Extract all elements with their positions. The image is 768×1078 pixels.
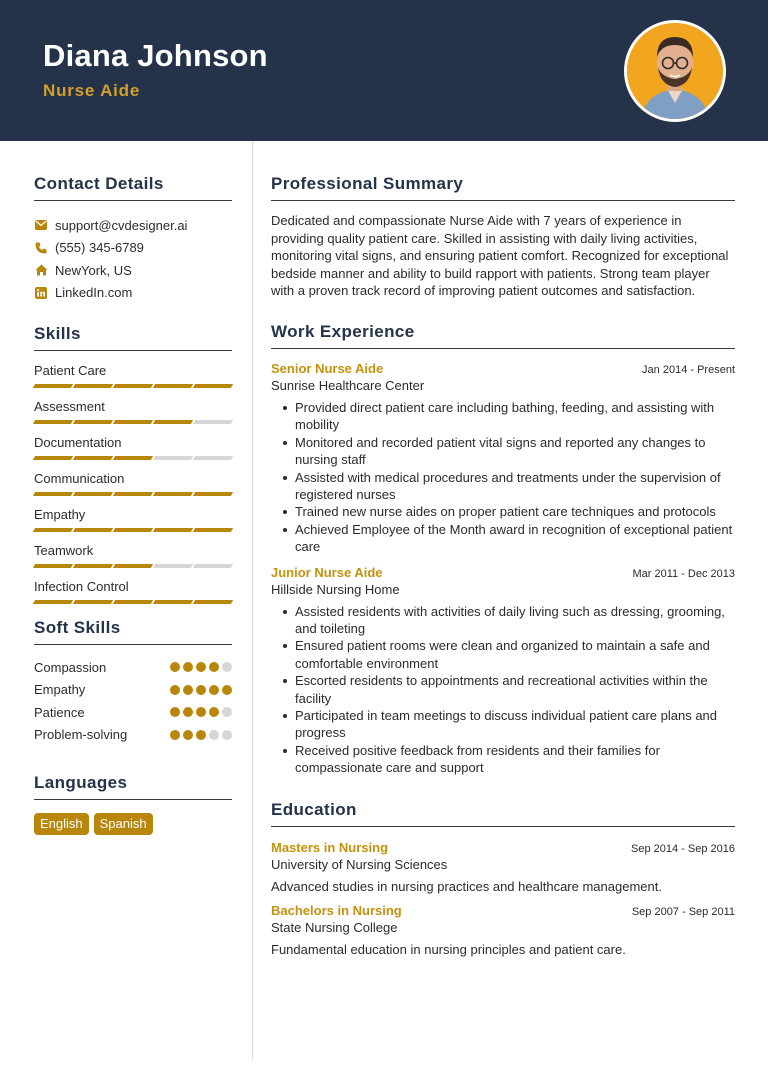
language-tag: English	[34, 813, 89, 835]
skill-level-bar	[34, 384, 232, 388]
skill-name: Infection Control	[34, 579, 129, 594]
skill-level-segment	[153, 384, 193, 388]
resume-header	[0, 0, 768, 141]
contact-linkedin-text: LinkedIn.com	[55, 285, 133, 301]
contact-linkedin[interactable]	[34, 282, 232, 305]
soft-skill-name: Patience	[34, 704, 85, 720]
skill-level-segment	[73, 528, 113, 532]
soft-skill-rating	[170, 685, 232, 695]
rating-dot	[170, 730, 180, 740]
education-date: Sep 2014 - Sep 2016	[631, 842, 735, 855]
rating-dot	[183, 662, 193, 672]
bullet-item: Assisted with medical procedures and treatments under the supervision of registered nurses	[271, 469, 735, 504]
skill-item	[34, 506, 232, 532]
skill-level-bar	[34, 600, 232, 604]
skill-level-segment	[113, 384, 153, 388]
rating-dot	[222, 662, 232, 672]
skill-level-segment	[153, 564, 193, 568]
skill-level-bar	[34, 456, 232, 460]
skill-level-segment	[193, 600, 233, 604]
rating-dot	[209, 662, 219, 672]
contact-location	[34, 259, 232, 282]
right-column	[271, 141, 735, 957]
summary-section	[271, 174, 735, 300]
skills-title: Skills	[34, 324, 232, 351]
skill-level-segment	[153, 600, 193, 604]
skill-name: Communication	[34, 471, 125, 486]
skill-name: Patient Care	[34, 363, 107, 378]
skill-level-segment	[113, 564, 153, 568]
contact-section	[34, 174, 232, 304]
bullet-item: Achieved Employee of the Month award in recognition of exceptional patient care	[271, 521, 735, 556]
languages-title: Languages	[34, 773, 232, 800]
bullet-item: Received positive feedback from residents and their families for compassionate care and support	[271, 742, 735, 777]
skill-level-segment	[33, 384, 73, 388]
education-description: Fundamental education in nursing principles and patient care.	[271, 941, 626, 957]
summary-text: Dedicated and compassionate Nurse Aide with 7 years of experience in providing quality patient care. Skilled in assisting with daily living activities, monitoring vital signs, and ensuring patient comfort. Recognized for exceptional bedside manner and ability to build rapport with patients. Strong team player with a proven track record of improving patient outcomes and satisfaction.	[271, 213, 729, 299]
skill-level-segment	[113, 420, 153, 424]
column-divider	[252, 141, 253, 1059]
soft-skill-rating	[170, 730, 232, 740]
experience-title: Work Experience	[271, 322, 735, 349]
soft-skill-rating	[170, 662, 232, 672]
skill-level-segment	[193, 384, 233, 388]
rating-dot	[209, 730, 219, 740]
left-column	[34, 141, 232, 835]
education-entry	[271, 903, 735, 957]
skill-name: Assessment	[34, 399, 105, 414]
soft-skill-item	[34, 679, 232, 702]
job-entry	[271, 565, 735, 777]
rating-dot	[183, 685, 193, 695]
summary-title: Professional Summary	[271, 174, 735, 201]
school-name: University of Nursing Sciences	[271, 856, 448, 872]
bullet-item: Monitored and recorded patient vital signs and reported any changes to nursing staff	[271, 434, 735, 469]
rating-dot	[196, 730, 206, 740]
home-icon	[34, 263, 48, 277]
education-section	[271, 800, 735, 957]
rating-dot	[170, 662, 180, 672]
bullet-item: Participated in team meetings to discuss individual patient care plans and progress	[271, 707, 735, 742]
envelope-icon	[34, 218, 48, 232]
contact-title: Contact Details	[34, 174, 232, 201]
skill-item	[34, 578, 232, 604]
bullet-item: Trained new nurse aides on proper patient care techniques and protocols	[271, 503, 735, 520]
job-organization: Sunrise Healthcare Center	[271, 377, 425, 393]
rating-dot	[209, 707, 219, 717]
contact-phone-text: (555) 345-6789	[55, 240, 144, 256]
contact-phone[interactable]	[34, 237, 232, 260]
job-title: Junior Nurse Aide	[271, 564, 383, 580]
linkedin-icon	[34, 286, 48, 300]
rating-dot	[196, 707, 206, 717]
skill-level-segment	[193, 528, 233, 532]
soft-skills-section	[34, 618, 232, 746]
bullet-item: Assisted residents with activities of daily living such as dressing, grooming, and toileting	[271, 603, 735, 638]
skill-level-segment	[193, 492, 233, 496]
education-title: Education	[271, 800, 735, 827]
rating-dot	[222, 730, 232, 740]
languages-list	[34, 813, 232, 835]
soft-skill-item	[34, 656, 232, 679]
rating-dot	[170, 707, 180, 717]
skill-level-segment	[73, 456, 113, 460]
contact-email[interactable]	[34, 214, 232, 237]
education-date: Sep 2007 - Sep 2011	[631, 905, 735, 918]
rating-dot	[183, 730, 193, 740]
job-bullets	[271, 399, 735, 556]
soft-skill-name: Compassion	[34, 659, 107, 675]
rating-dot	[222, 685, 232, 695]
rating-dot	[196, 685, 206, 695]
skill-level-segment	[73, 600, 113, 604]
candidate-role: Nurse Aide	[43, 81, 141, 100]
languages-section	[34, 773, 232, 835]
soft-skill-rating	[170, 707, 232, 717]
language-tag: Spanish	[94, 813, 153, 835]
job-date: Mar 2011 - Dec 2013	[632, 567, 735, 580]
skill-level-segment	[33, 564, 73, 568]
experience-section	[271, 322, 735, 777]
skill-level-segment	[113, 456, 153, 460]
skill-level-segment	[113, 528, 153, 532]
degree-title: Bachelors in Nursing	[271, 902, 402, 918]
job-organization: Hillside Nursing Home	[271, 581, 400, 597]
candidate-name: Diana Johnson	[43, 38, 268, 73]
school-name: State Nursing College	[271, 919, 398, 935]
soft-skill-item	[34, 724, 232, 747]
skill-name: Documentation	[34, 435, 122, 450]
rating-dot	[183, 707, 193, 717]
skills-list	[34, 362, 232, 604]
soft-skills-title: Soft Skills	[34, 618, 232, 645]
skill-level-segment	[73, 384, 113, 388]
soft-skill-item	[34, 701, 232, 724]
skill-level-bar	[34, 420, 232, 424]
skill-level-bar	[34, 492, 232, 496]
contact-email-text: support@cvdesigner.ai	[55, 217, 188, 233]
skill-level-segment	[73, 492, 113, 496]
soft-skills-list	[34, 656, 232, 746]
skill-item	[34, 434, 232, 460]
skill-name: Empathy	[34, 507, 86, 522]
skill-item	[34, 362, 232, 388]
profile-photo	[624, 20, 726, 122]
skills-section	[34, 324, 232, 604]
degree-title: Masters in Nursing	[271, 839, 389, 855]
skill-level-segment	[193, 564, 233, 568]
rating-dot	[222, 707, 232, 717]
soft-skill-name: Problem-solving	[34, 727, 128, 743]
bullet-item: Ensured patient rooms were clean and organized to maintain a safe and comfortable environment	[271, 637, 735, 672]
skill-level-segment	[193, 420, 233, 424]
skill-level-segment	[153, 420, 193, 424]
skill-level-segment	[153, 492, 193, 496]
skill-level-segment	[153, 528, 193, 532]
skill-level-segment	[33, 456, 73, 460]
skill-item	[34, 470, 232, 496]
skill-level-segment	[153, 456, 193, 460]
skill-level-segment	[33, 420, 73, 424]
job-entry	[271, 361, 735, 556]
skill-item	[34, 398, 232, 424]
skill-level-bar	[34, 528, 232, 532]
phone-icon	[34, 241, 48, 255]
education-entry	[271, 840, 735, 894]
skill-item	[34, 542, 232, 568]
soft-skill-name: Empathy	[34, 682, 86, 698]
skill-name: Teamwork	[34, 543, 94, 558]
contact-location-text: NewYork, US	[55, 262, 132, 278]
skill-level-segment	[73, 420, 113, 424]
job-title: Senior Nurse Aide	[271, 360, 384, 376]
rating-dot	[170, 685, 180, 695]
contact-list	[34, 214, 232, 304]
skill-level-segment	[113, 600, 153, 604]
rating-dot	[209, 685, 219, 695]
skill-level-segment	[33, 528, 73, 532]
skill-level-segment	[33, 492, 73, 496]
bullet-item: Escorted residents to appointments and recreational activities within the facility	[271, 672, 735, 707]
bullet-item: Provided direct patient care including bathing, feeding, and assisting with mobility	[271, 399, 735, 434]
skill-level-bar	[34, 564, 232, 568]
skill-level-segment	[33, 600, 73, 604]
job-date: Jan 2014 - Present	[642, 363, 735, 376]
education-description: Advanced studies in nursing practices and healthcare management.	[271, 878, 662, 894]
rating-dot	[196, 662, 206, 672]
job-bullets	[271, 603, 735, 777]
skill-level-segment	[113, 492, 153, 496]
skill-level-segment	[193, 456, 233, 460]
skill-level-segment	[73, 564, 113, 568]
